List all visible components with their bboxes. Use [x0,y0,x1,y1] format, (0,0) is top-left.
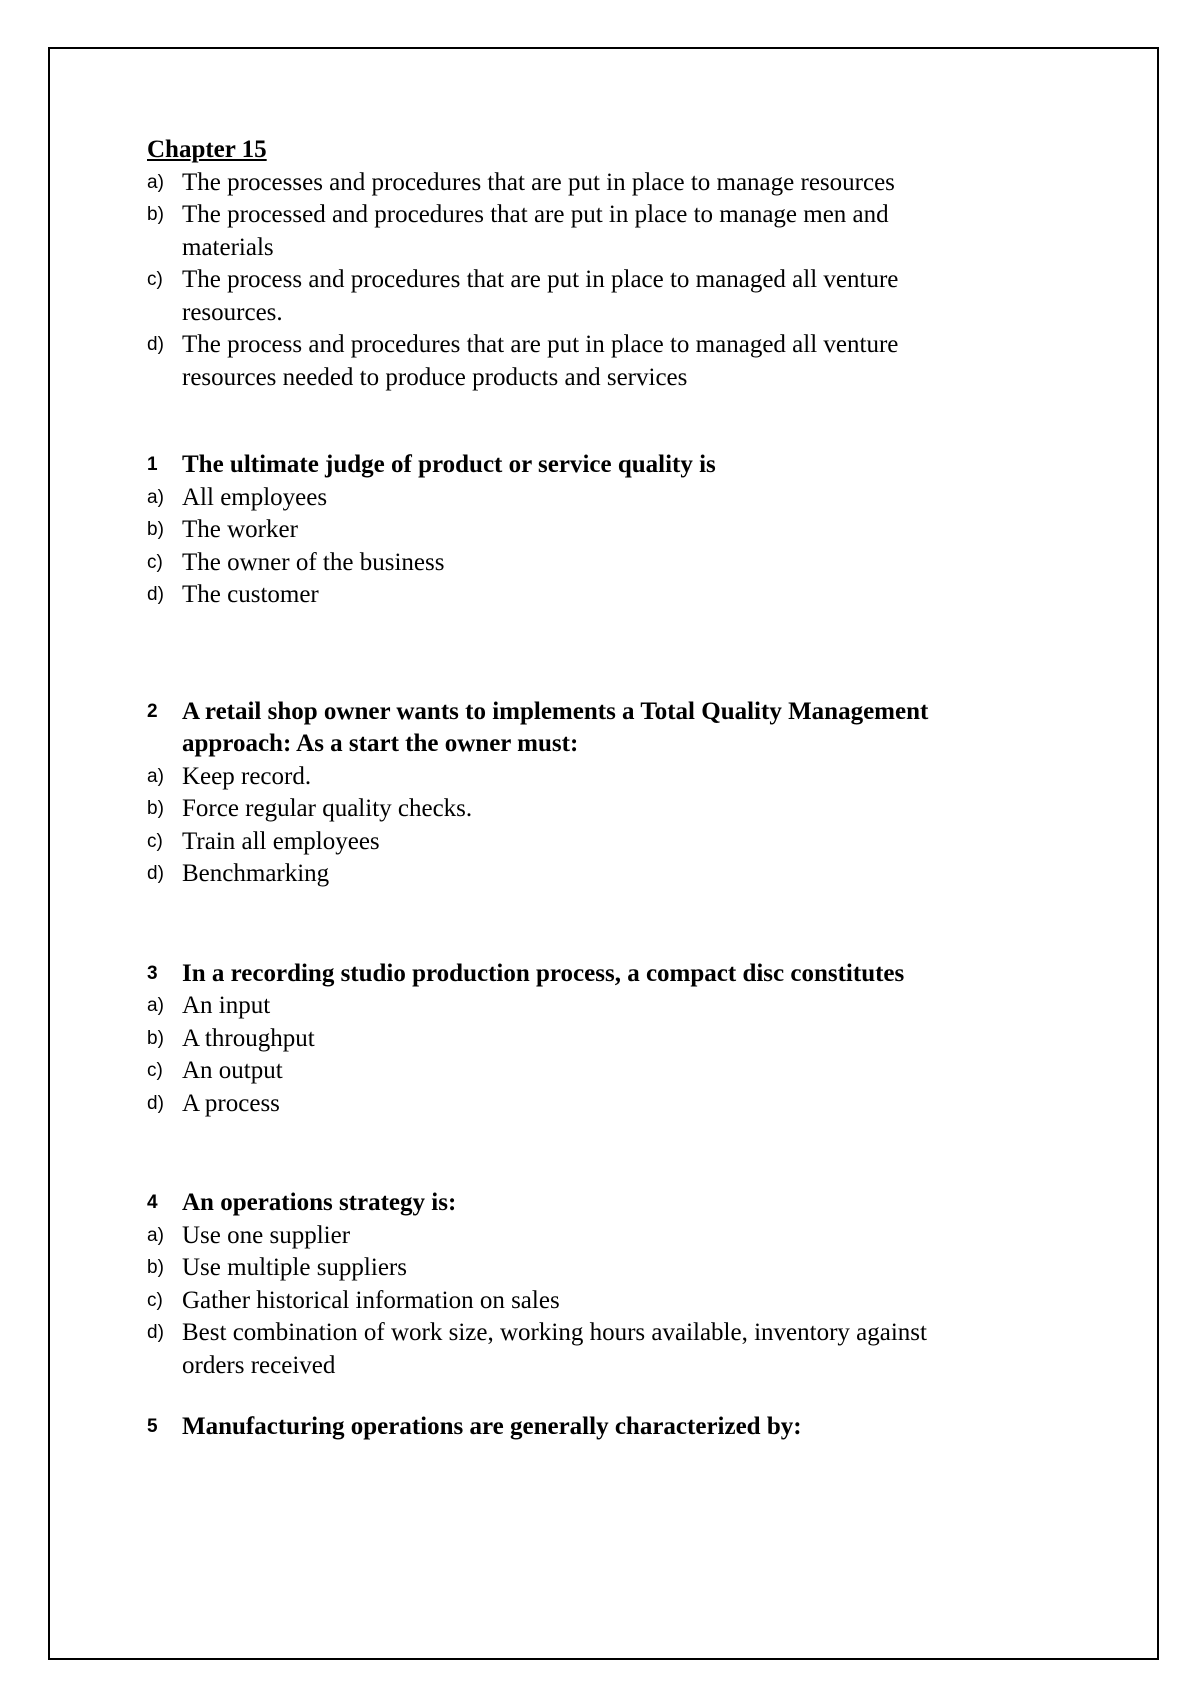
question-number: 1 [147,454,158,475]
question-text: Manufacturing operations are generally characterized by: [182,1413,802,1440]
option-marker: a) [147,486,164,508]
question-row [147,958,1107,991]
chapter-options [147,167,1107,395]
option-marker: d) [147,1322,164,1343]
option-marker: a) [147,1224,164,1246]
option-text: The process and procedures that are put in place to managed all venture resources. [182,266,899,326]
chapter-title: Chapter 15 [147,136,267,163]
option-text: The customer [182,581,319,608]
option-row [147,1252,1107,1285]
option-text: The worker [182,516,298,543]
option-marker: d) [147,584,164,605]
option-row [147,199,1107,264]
question-text: A retail shop owner wants to implements a Total Quality Management approach: As a start the owner must: [182,697,929,757]
option-row [147,990,1107,1023]
option-marker: d) [147,863,164,884]
option-text: Use one supplier [182,1221,351,1249]
option-text: A throughput [182,1024,315,1052]
document-content [147,134,1107,1444]
question-1 [147,449,1107,612]
option-marker: c) [147,269,163,290]
option-text: A process [182,1089,280,1117]
option-text: Train all employees [182,827,380,855]
option-row [147,761,1107,794]
option-marker: a) [147,171,164,193]
option-marker: c) [147,1289,163,1311]
option-marker: a) [147,995,164,1016]
question-text: An operations strategy is: [182,1189,457,1216]
option-marker: d) [147,1092,164,1114]
option-text: An input [182,992,271,1019]
option-row [147,329,1107,394]
option-row [147,514,1107,547]
option-text: Best combination of work size, working hours available, inventory against orders received [182,1319,927,1379]
option-row [147,1088,1107,1121]
option-text: Force regular quality checks. [182,795,473,822]
question-number: 4 [147,1192,158,1213]
option-row [147,167,1107,200]
option-row [147,579,1107,612]
option-marker: b) [147,204,164,225]
option-row [147,858,1107,891]
option-text: The process and procedures that are put in place to managed all venture resources needed to produce products and services [182,331,899,391]
option-marker: d) [147,334,164,355]
option-text: The owner of the business [182,548,445,576]
option-marker: b) [147,798,164,819]
question-text: The ultimate judge of product or service quality is [182,451,716,478]
option-text: The processes and procedures that are put in place to manage resources [182,168,895,196]
question-number: 3 [147,962,158,984]
option-marker: c) [147,551,163,573]
question-4 [147,1187,1107,1382]
question-row [147,449,1107,482]
question-number: 2 [147,700,158,722]
option-text: The processed and procedures that are put in place to manage men and materials [182,201,889,261]
question-5 [147,1411,1107,1444]
option-row [147,1055,1107,1088]
option-marker: b) [147,519,164,540]
option-text: Use multiple suppliers [182,1254,407,1281]
option-marker: c) [147,830,163,852]
option-row [147,482,1107,515]
question-row [147,1187,1107,1220]
option-text: Benchmarking [182,860,330,887]
option-marker: a) [147,765,164,787]
question-2 [147,696,1107,891]
option-row [147,1220,1107,1253]
question-row [147,696,1107,761]
question-row [147,1411,1107,1444]
option-marker: b) [147,1027,164,1049]
question-3 [147,958,1107,1121]
option-text: An output [182,1057,283,1084]
option-row [147,547,1107,580]
option-row [147,264,1107,329]
option-row [147,1285,1107,1318]
option-row [147,826,1107,859]
option-row [147,793,1107,826]
option-row [147,1023,1107,1056]
option-text: All employees [182,483,328,511]
option-row [147,1317,1107,1382]
option-marker: b) [147,1257,164,1278]
question-text: In a recording studio production process, a compact disc constitutes [182,959,905,987]
option-text: Gather historical information on sales [182,1286,560,1314]
option-marker: c) [147,1060,163,1081]
question-number: 5 [147,1416,158,1437]
option-text: Keep record. [182,762,312,790]
